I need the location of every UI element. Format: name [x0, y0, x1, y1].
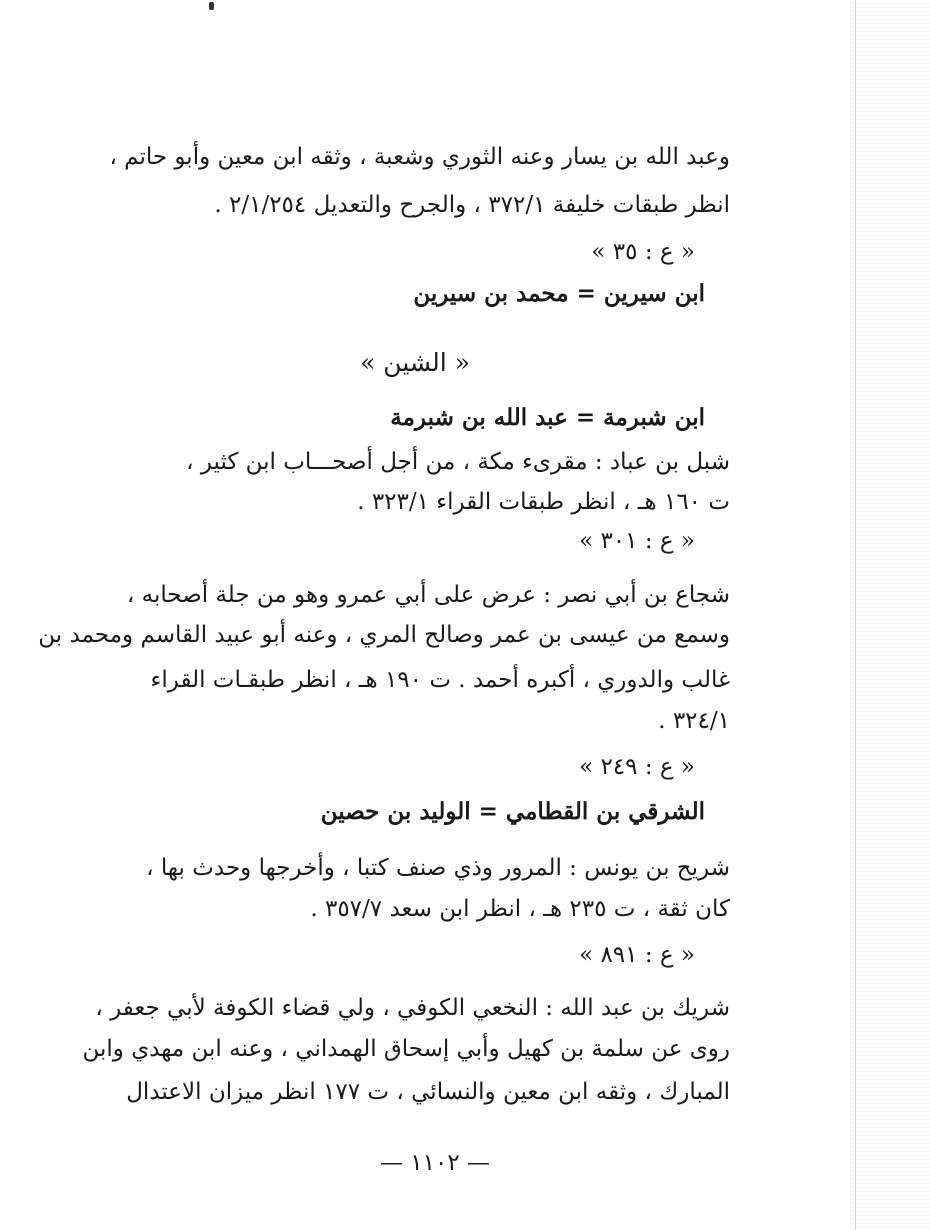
- text-line: ٣٢٤/١ .: [658, 708, 730, 734]
- text-line: روى عن سلمة بن كهيل وأبي إسحاق الهمداني ، وعنه ابن مهدي وابن: [82, 1036, 730, 1062]
- text-line: انظر طبقات خليفة ٣٧٢/١ ، والجرح والتعديل ٢/١/٢٥٤ .: [214, 192, 730, 218]
- text-line: شريك بن عبد الله : النخعي الكوفي ، ولي قضاء الكوفة لأبي جعفر ،: [95, 995, 730, 1021]
- scan-speck: [209, 2, 214, 10]
- text-line: كان ثقة ، ت ٢٣٥ هـ ، انظر ابن سعد ٣٥٧/٧ .: [310, 896, 730, 922]
- entry-reference: « ع : ٣٥ »: [591, 239, 695, 265]
- cross-reference-heading: ابن شبرمة = عبد الله بن شبرمة: [390, 404, 705, 431]
- entry-reference: « ع : ٨٩١ »: [579, 942, 695, 968]
- cross-reference-heading: الشرقي بن القطامي = الوليد بن حصين: [320, 798, 705, 825]
- text-line: شجاع بن أبي نصر : عرض على أبي عمرو وهو من جلة أصحابه ،: [126, 582, 730, 608]
- text-line: غالب والدوري ، أكبره أحمد . ت ١٩٠ هـ ، انظر طبقـات القراء: [150, 667, 730, 693]
- cross-reference-heading: ابن سيرين = محمد بن سيرين: [413, 280, 705, 307]
- scan-edge-strip: [850, 0, 930, 1230]
- text-line: وسمع من عيسى بن عمر وصالح المري ، وعنه أبو عبيد القاسم ومحمد بن: [38, 622, 730, 648]
- page-number: — ١١٠٢ —: [379, 1150, 490, 1176]
- text-line: شبل بن عباد : مقرىء مكة ، من أجل أصحـــاب ابن كثير ،: [186, 449, 730, 475]
- scan-fold-line: [855, 0, 856, 1230]
- entry-reference: « ع : ٣٠١ »: [579, 528, 695, 554]
- entry-reference: « ع : ٢٤٩ »: [579, 754, 695, 780]
- text-line: المبارك ، وثقه ابن معين والنسائي ، ت ١٧٧ انظر ميزان الاعتدال: [126, 1079, 730, 1105]
- text-line: وعبد الله بن يسار وعنه الثوري وشعبة ، وثقه ابن معين وأبو حاتم ،: [109, 144, 730, 170]
- section-heading: « الشين »: [360, 348, 470, 377]
- text-line: ت ١٦٠ هـ ، انظر طبقات القراء ٣٢٣/١ .: [357, 489, 730, 515]
- text-line: شريح بن يونس : المرور وذي صنف كتبا ، وأخرجها وحدث بها ،: [146, 855, 730, 881]
